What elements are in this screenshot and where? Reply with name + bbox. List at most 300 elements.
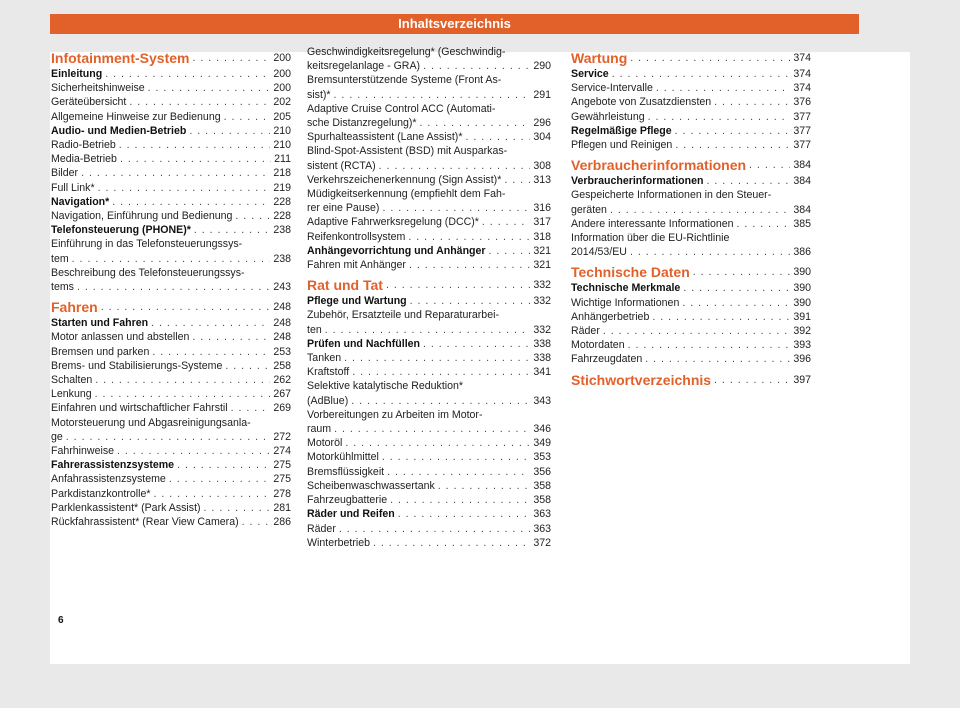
toc-entry[interactable] [571,338,811,352]
toc-entry-label: Navigation* [51,195,110,208]
toc-page-number: 372 [533,536,551,549]
toc-entry[interactable] [307,465,551,479]
toc-entry[interactable] [571,110,811,124]
dot-leader [224,110,271,124]
toc-entry-text: Adaptive Cruise Control ACC (Automati- [307,102,496,115]
toc-entry-label: keitsregelanlage - GRA) [307,60,421,73]
toc-entry-label: sist)* [307,88,331,101]
toc-entry[interactable] [307,365,551,379]
toc-entry-text: Motorsteuerung und Abgasreinigungsanla- [51,416,251,429]
toc-entry[interactable] [51,110,291,124]
toc-entry[interactable] [571,245,811,259]
dot-leader [387,465,530,479]
toc-page-number: 258 [273,359,291,372]
toc-entry[interactable] [51,316,291,330]
toc-entry-label: Einfahren und wirtschaftlicher Fahrstil [51,402,228,415]
toc-page-number: 353 [533,451,551,464]
toc-entry[interactable] [307,130,551,144]
toc-entry[interactable] [51,444,291,458]
dot-leader [154,487,271,501]
dot-leader [192,330,270,344]
dot-leader [398,507,531,521]
dot-leader [231,401,271,415]
toc-entry[interactable] [307,116,551,130]
toc-entry-label: Motordaten [571,339,625,352]
toc-entry-label: tem [51,252,69,265]
toc-entry[interactable] [51,280,291,294]
dot-leader [693,263,791,281]
toc-entry[interactable] [571,352,811,366]
toc-entry[interactable] [307,88,551,102]
toc-entry-label: Technische Daten [571,264,690,281]
toc-page-number: 332 [533,295,551,308]
toc-entry-label: Fahrhinweise [51,445,115,458]
toc-entry[interactable] [307,422,551,436]
toc-entry-label: Parkdistanzkontrolle* [51,487,151,500]
toc-entry[interactable] [307,522,551,536]
toc-entry[interactable] [307,173,551,187]
toc-entry-text: Vorbereitungen zu Arbeiten im Motor- [307,408,483,421]
dot-leader [386,276,530,294]
toc-page-number: 358 [533,479,551,492]
toc-entry[interactable] [307,479,551,493]
dot-leader [351,394,530,408]
toc-entry-label: (AdBlue) [307,394,349,407]
toc-entry[interactable] [51,458,291,472]
toc-entry-label: Fahrerassistenzsysteme [51,459,175,472]
toc-entry[interactable] [51,387,291,401]
toc-entry-text: Bremsunterstützende Systeme (Front As- [307,74,502,87]
toc-page-number: 313 [533,173,551,186]
toc-entry-label: Prüfen und Nachfüllen [307,337,421,350]
toc-entry-label: Full Link* [51,181,95,194]
dot-leader [119,138,271,152]
toc-page-number: 384 [793,175,811,188]
toc-entry[interactable] [51,515,291,529]
toc-page-number: 374 [793,68,811,80]
toc-section-heading[interactable] [571,371,811,389]
toc-page-number: 218 [273,167,291,180]
toc-page-number: 210 [273,124,291,137]
toc-page-number: 397 [793,373,811,386]
toc-entry-text: Selektive katalytische Reduktion* [307,380,464,393]
dot-leader [72,252,271,266]
toc-entry-label: Räder [307,522,336,535]
dot-leader [117,444,270,458]
toc-entry-text: Geschwindigkeitsregelung* (Geschwindig- [307,46,506,58]
toc-entry[interactable] [307,337,551,351]
dot-leader [204,501,271,515]
toc-entry-label: Winterbetrieb [307,536,370,549]
toc-page-number: 374 [793,52,811,64]
toc-page-number: 200 [273,82,291,95]
toc-entry-label: Verbraucherinformationen [571,175,704,188]
dot-leader [489,244,531,258]
toc-entry-label: Fahrzeugdaten [571,353,643,366]
dot-leader [482,215,530,229]
toc-entry[interactable] [307,323,551,337]
toc-entry[interactable] [571,281,811,295]
toc-page-number: 238 [273,224,291,237]
toc-entry-label: Bilder [51,167,79,180]
toc-entry-label: Telefonsteuerung (PHONE)* [51,224,191,237]
toc-entry[interactable] [571,203,811,217]
dot-leader [334,422,530,436]
dot-leader [706,174,790,188]
dot-leader [77,280,270,294]
toc-entry[interactable] [51,430,291,444]
toc-entry[interactable] [307,215,551,229]
toc-entry-label: Allgemeine Hinweise zur Bedienung [51,110,221,123]
dot-leader [612,67,791,81]
dot-leader [382,450,530,464]
dot-leader [610,203,790,217]
toc-page-number: 200 [273,68,291,80]
dot-leader [151,316,270,330]
dot-leader [192,49,270,67]
toc-section-heading[interactable] [307,276,551,294]
toc-page-number: 317 [533,216,551,229]
toc-entry-label: sche Distanzregelung)* [307,117,417,130]
toc-entry[interactable] [51,487,291,501]
toc-page-number: 396 [793,353,811,366]
dot-leader [95,387,271,401]
toc-page-number: 374 [793,82,811,95]
toc-entry-label: ten [307,323,322,336]
page-number: 6 [58,615,64,626]
toc-entry-label: Motor anlassen und abstellen [51,331,190,344]
toc-page-number: 332 [533,279,551,292]
toc-entry-label: Kraftstoff [307,366,350,379]
toc-page-number: 248 [273,317,291,330]
toc-entry-label: Angebote von Zusatzdiensten [571,96,712,109]
toc-page-number: 304 [533,131,551,144]
toc-page-number: 384 [793,203,811,216]
toc-entry[interactable] [51,195,291,209]
toc-entry[interactable] [571,217,811,231]
toc-entry-text: Müdigkeitserkennung (empfiehlt dem Fah- [307,188,506,201]
toc-entry[interactable] [307,536,551,550]
toc-page-number: 385 [793,217,811,230]
toc-page-number: 296 [533,117,551,130]
toc-page-number: 272 [273,430,291,443]
dot-leader [648,110,791,124]
toc-entry[interactable] [571,81,811,95]
dot-leader [235,209,270,223]
toc-entry[interactable] [51,401,291,415]
toc-entry-label: Parklenkassistent* (Park Assist) [51,501,201,514]
toc-entry[interactable] [51,95,291,109]
dot-leader [645,352,790,366]
dot-leader [66,430,271,444]
toc-entry-text: Einführung in das Telefonsteuerungssys- [51,238,243,251]
dot-leader [656,81,790,95]
toc-section-heading[interactable] [51,49,291,67]
dot-leader [194,223,270,237]
dot-leader [379,159,531,173]
toc-page-number: 390 [793,282,811,295]
toc-entry[interactable] [51,152,291,166]
toc-page-number: 321 [533,244,551,257]
toc-entry-label: Fahren [51,299,98,316]
dot-leader [652,310,790,324]
toc-entry[interactable] [51,501,291,515]
toc-entry-label: Stichwortverzeichnis [571,371,712,388]
toc-entry-label: ge [51,430,63,443]
dot-leader [334,88,531,102]
toc-entry-text: Beschreibung des Telefonsteuerungssys- [51,266,245,279]
toc-section-heading[interactable] [571,156,811,174]
toc-entry[interactable] [307,294,551,308]
toc-entry[interactable] [51,223,291,237]
toc-page-number: 393 [793,339,811,352]
toc-entry-label: Regelmäßige Pflege [571,124,672,137]
dot-leader [749,156,790,174]
toc-entry[interactable] [307,244,551,258]
toc-entry[interactable] [307,258,551,272]
toc-entry[interactable] [51,124,291,138]
toc-entry-label: Scheibenwaschwassertank [307,479,435,492]
toc-entry[interactable] [307,507,551,521]
toc-entry[interactable] [51,252,291,266]
dot-leader [675,138,790,152]
toc-entry[interactable] [307,450,551,464]
toc-column-1 [51,45,291,529]
dot-leader [325,323,531,337]
toc-entry-label: sistent (RCTA) [307,159,376,172]
dot-leader [683,281,790,295]
toc-page-number: 316 [533,202,551,215]
toc-entry-label: Infotainment-System [51,50,190,66]
toc-page-number: 291 [533,88,551,101]
dot-leader [120,152,271,166]
toc-page-number: 275 [273,473,291,486]
toc-page-number: 267 [273,388,291,401]
toc-entry-label: Sicherheitshinweise [51,82,145,95]
toc-page-number: 228 [273,195,291,208]
dot-leader [112,195,270,209]
dot-leader [408,230,530,244]
toc-page-number: 248 [273,331,291,344]
toc-entry-label: Motoröl [307,437,343,450]
toc-entry-label: Lenkung [51,388,92,401]
toc-entry-label: Starten und Fahren [51,317,149,330]
toc-page-number: 243 [273,281,291,294]
toc-entry[interactable] [571,67,811,81]
toc-page-number: 386 [793,246,811,259]
toc-page-number: 205 [273,110,291,123]
toc-entry[interactable] [307,493,551,507]
toc-entry[interactable] [51,209,291,223]
toc-entry-label: Motorkühlmittel [307,451,379,464]
toc-entry[interactable] [51,373,291,387]
toc-page-number: 210 [273,139,291,152]
toc-entry-label: Pflege und Wartung [307,295,407,308]
toc-page-number: 391 [793,310,811,323]
toc-page-number: 377 [793,110,811,123]
toc-page-number: 274 [273,445,291,458]
toc-page-number: 338 [533,352,551,365]
toc-entry[interactable] [51,138,291,152]
dot-leader [95,373,270,387]
toc-entry[interactable] [51,472,291,486]
toc-entry-label: Service-Intervalle [571,82,653,95]
toc-page-number: 211 [274,153,291,166]
dot-leader [390,493,530,507]
dot-leader [675,124,791,138]
toc-entry[interactable] [307,59,551,73]
dot-leader [682,296,790,310]
toc-page-number: 219 [273,181,291,194]
toc-page-number: 349 [533,437,551,450]
dot-leader [345,436,530,450]
dot-leader [409,258,530,272]
toc-entry-label: Audio- und Medien-Betrieb [51,124,187,137]
toc-page-number: 202 [273,96,291,109]
toc-entry-label: Reifenkontrollsystem [307,230,406,243]
toc-column-3 [571,45,811,389]
toc-entry-label: Rückfahrassistent* (Rear View Camera) [51,516,239,529]
dot-leader [129,95,270,109]
toc-page-number: 346 [533,423,551,436]
toc-page-number: 238 [273,252,291,265]
toc-page-number: 363 [533,522,551,535]
toc-entry-label: Wartung [571,50,628,66]
dot-leader [373,536,530,550]
toc-page-number: 286 [273,516,291,529]
toc-entry-label: Anfahrassistenzsysteme [51,473,166,486]
dot-leader [714,95,790,109]
dot-leader [438,479,531,493]
dot-leader [630,49,790,67]
toc-page-number: 341 [533,366,551,379]
toc-entry[interactable] [51,345,291,359]
toc-entry-label: Media-Betrieb [51,153,117,166]
dot-leader [628,338,791,352]
dot-leader [339,522,530,536]
dot-leader [737,217,791,231]
toc-entry-label: Bremsen und parken [51,345,150,358]
toc-section-heading[interactable] [571,263,811,281]
toc-entry-label: tems [51,281,74,294]
toc-page-number: 321 [533,259,551,272]
toc-entry[interactable] [571,95,811,109]
dot-leader [98,181,271,195]
toc-entry-label: rer eine Pause) [307,202,380,215]
toc-column-2 [307,45,551,550]
toc-page-number: 262 [273,374,291,387]
toc-page-number: 377 [793,124,811,137]
toc-entry-text: Blind-Spot-Assistent (BSD) mit Ausparkas- [307,145,508,158]
toc-entry-label: Navigation, Einführung und Bedienung [51,210,233,223]
toc-entry-label: Service [571,68,609,80]
toc-entry[interactable] [571,296,811,310]
toc-page-number: 390 [793,296,811,309]
dot-leader [177,458,270,472]
dot-leader [423,337,530,351]
toc-entry[interactable] [51,67,291,81]
toc-entry[interactable] [51,81,291,95]
page-header: Inhaltsverzeichnis [50,14,859,34]
toc-entry[interactable] [307,436,551,450]
dot-leader [101,298,271,316]
toc-section-heading[interactable] [51,298,291,316]
toc-entry[interactable] [571,124,811,138]
toc-section-heading[interactable] [571,49,811,67]
toc-entry[interactable] [571,324,811,338]
dot-leader [169,472,270,486]
toc-page-number: 200 [273,52,291,64]
dot-leader [148,81,271,95]
dot-leader [603,324,790,338]
toc-entry-text: Information über die EU-Richtlinie [571,232,730,245]
toc-entry[interactable] [307,351,551,365]
toc-page-number: 308 [533,159,551,172]
toc-page-number: 248 [273,301,291,314]
toc-entry-label: raum [307,423,332,436]
toc-page-number: 343 [533,394,551,407]
dot-leader [630,245,790,259]
toc-page-number: 358 [533,494,551,507]
dot-leader [225,359,270,373]
toc-entry[interactable] [571,138,811,152]
toc-page-number: 377 [793,139,811,152]
toc-entry-label: Anhängevorrichtung und Anhänger [307,244,486,257]
toc-entry-label: Spurhalteassistent (Lane Assist)* [307,131,463,144]
toc-page-number: 278 [273,487,291,500]
toc-entry-label: Technische Merkmale [571,282,681,295]
toc-page-number: 384 [793,159,811,172]
toc-entry[interactable] [571,310,811,324]
toc-entry[interactable] [307,230,551,244]
toc-entry[interactable] [307,159,551,173]
toc-page-number: 269 [273,402,291,415]
toc-page-number: 318 [533,230,551,243]
toc-entry-label: Anhängerbetrieb [571,310,650,323]
dot-leader [465,130,530,144]
toc-entry-label: Einleitung [51,68,103,80]
toc-entry-label: Brems- und Stabilisierungs-Systeme [51,359,223,372]
toc-entry[interactable] [307,394,551,408]
dot-leader [81,166,270,180]
toc-page-number: 332 [533,323,551,336]
toc-entry-label: Gewährleistung [571,110,645,123]
dot-leader [382,201,530,215]
toc-entry-text: Zubehör, Ersatzteile und Reparaturarbei- [307,309,499,322]
toc-page-number: 376 [793,96,811,109]
toc-entry-label: Tanken [307,352,342,365]
toc-entry[interactable] [307,201,551,215]
toc-entry-label: Räder [571,325,600,338]
dot-leader [410,294,531,308]
toc-page-number: 228 [273,210,291,223]
toc-entry[interactable] [51,181,291,195]
toc-entry[interactable] [571,174,811,188]
toc-page-number: 338 [533,337,551,350]
toc-entry[interactable] [51,359,291,373]
toc-entry[interactable] [51,166,291,180]
toc-entry[interactable] [51,330,291,344]
toc-entry-label: Verbraucherinformationen [571,157,747,174]
toc-entry-label: Bremsflüssigkeit [307,465,385,478]
toc-page-number: 253 [273,345,291,358]
toc-entry-text: Gespeicherte Informationen in den Steuer- [571,189,772,202]
dot-leader [352,365,530,379]
toc-page-number: 390 [793,266,811,279]
toc-page-number: 356 [533,465,551,478]
toc-page-number: 275 [273,459,291,472]
toc-page-number: 281 [273,501,291,514]
